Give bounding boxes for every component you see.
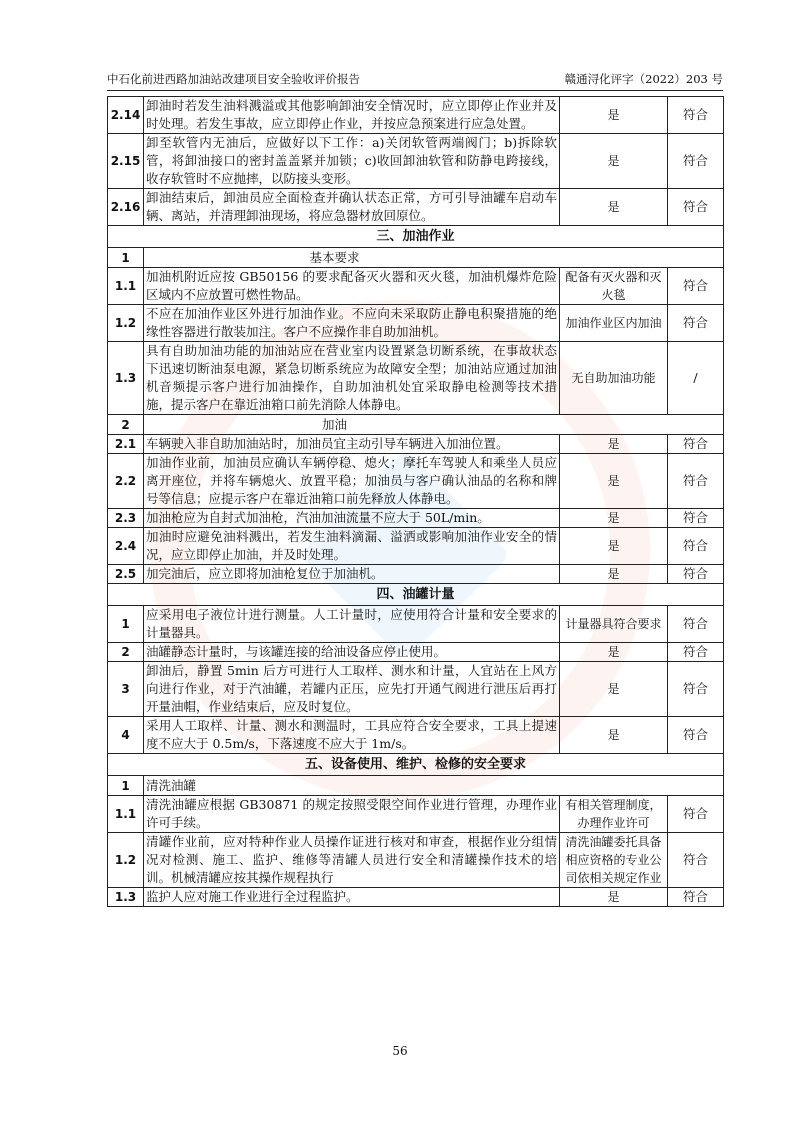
conclusion: 符合 (668, 97, 724, 134)
requirement-text: 加油时应避免油料溅出，若发生油料滴漏、溢洒或影响加油作业安全的情况，应立即停止加油，并及时处理。 (144, 528, 560, 565)
table-row (108, 888, 724, 907)
conclusion: 符合 (668, 189, 724, 226)
section-title: 三、加油作业 (108, 226, 724, 248)
conclusion: 符合 (668, 528, 724, 565)
table-row (108, 97, 724, 134)
subsection-title: 加油 (144, 415, 724, 435)
check-result: 是 (560, 528, 668, 565)
table-row (108, 342, 724, 415)
page-header (107, 70, 723, 88)
table-row (108, 134, 724, 189)
conclusion: 符合 (668, 662, 724, 717)
check-result: 是 (560, 662, 668, 717)
section-title: 五、设备使用、维护、检修的安全要求 (108, 754, 724, 776)
conclusion: 符合 (668, 565, 724, 584)
item-number: 2.14 (108, 97, 144, 134)
conclusion: 符合 (668, 509, 724, 528)
table-row (108, 189, 724, 226)
subsection-row (108, 415, 724, 435)
item-number: 1 (108, 248, 144, 268)
conclusion: 符合 (668, 435, 724, 454)
item-number: 1.2 (108, 833, 144, 888)
check-result: 无自助加油功能 (560, 342, 668, 415)
conclusion: 符合 (668, 717, 724, 754)
report-number: 赣通浔化评字（2022）203 号 (564, 72, 723, 86)
conclusion: 符合 (668, 833, 724, 888)
item-number: 1.2 (108, 305, 144, 342)
requirement-text: 不应在加油作业区外进行加油作业。不应向未采取防止静电积聚措施的绝缘性容器进行散装加注。客户不应操作非自助加油机。 (144, 305, 560, 342)
requirement-text: 具有自助加油功能的加油站应在营业室内设置紧急切断系统，在事故状态下迅速切断油泵电源，紧急切断系统应为故障安全型；加油站应通过加油机音频提示客户进行加油操作，自助加油机处宜采取静电检测等技术措施，提示客户在靠近油箱口前先消除人体静电。 (144, 342, 560, 415)
checklist-body (108, 97, 724, 907)
table-row (108, 833, 724, 888)
conclusion: 符合 (668, 454, 724, 509)
item-number: 1.3 (108, 342, 144, 415)
table-row (108, 509, 724, 528)
table-row (108, 796, 724, 833)
check-result: 是 (560, 134, 668, 189)
conclusion: 符合 (668, 268, 724, 305)
requirement-text: 清洗油罐应根据 GB30871 的规定按照受限空间作业进行管理，办理作业许可手续。 (144, 796, 560, 833)
subsection-row (108, 248, 724, 268)
requirement-text: 卸油结束后，卸油员应全面检查并确认状态正常，方可引导油罐车启动车辆、离站，并清理卸油现场，将应急器材放回原位。 (144, 189, 560, 226)
check-result: 是 (560, 643, 668, 662)
requirement-text: 卸油时若发生油料溅溢或其他影响卸油安全情况时，应立即停止作业并及时处理。若发生事故，应立即停止作业，并按应急预案进行应急处置。 (144, 97, 560, 134)
requirement-text: 应采用电子液位计进行测量。人工计量时，应使用符合计量和安全要求的计量器具。 (144, 606, 560, 643)
item-number: 1 (108, 606, 144, 643)
requirement-text: 监护人应对施工作业进行全过程监护。 (144, 888, 560, 907)
table-row (108, 643, 724, 662)
subsection-title: 基本要求 (144, 248, 724, 268)
check-result: 计量器具符合要求 (560, 606, 668, 643)
check-result: 是 (560, 454, 668, 509)
item-number: 1 (108, 776, 144, 796)
report-title: 中石化前进西路加油站改建项目安全验收评价报告 (107, 72, 360, 86)
requirement-text: 清罐作业前，应对特种作业人员操作证进行核对和审查，根据作业分组情况对检测、施工、监护、维修等清罐人员进行安全和清罐操作技术的培训。机械清罐应按其操作规程执行 (144, 833, 560, 888)
table-row (108, 565, 724, 584)
requirement-text: 油罐静态计量时，与该罐连接的给油设备应停止使用。 (144, 643, 560, 662)
table-row (108, 268, 724, 305)
subsection-title: 清洗油罐 (144, 776, 724, 796)
requirement-text: 卸至软管内无油后，应做好以下工作：a)关闭软管两端阀门；b)拆除软管，将卸油接口的密封盖盖紧并加锁；c)收回卸油软管和防静电跨接线，收存软管时不应抛摔，以防接头变形。 (144, 134, 560, 189)
check-result: 是 (560, 509, 668, 528)
conclusion: 符合 (668, 643, 724, 662)
check-result: 是 (560, 888, 668, 907)
item-number: 4 (108, 717, 144, 754)
page-number: 56 (392, 1044, 408, 1058)
conclusion: 符合 (668, 606, 724, 643)
check-result: 清洗油罐委托具备相应资格的专业公司依相关规定作业 (560, 833, 668, 888)
requirement-text: 加油作业前，加油员应确认车辆停稳、熄火；摩托车驾驶人和乘坐人员应离开座位，并将车辆熄火、放置平稳；加油员与客户确认油品的名称和牌号等信息；应提示客户在靠近油箱口前先释放人体静电。 (144, 454, 560, 509)
conclusion: 符合 (668, 134, 724, 189)
subsection-row (108, 776, 724, 796)
requirement-text: 卸油后，静置 5min 后方可进行人工取样、测水和计量，人宜站在上风方向进行作业，对于汽油罐，若罐内正压，应先打开通气阀进行泄压后再打开量油帽，作业结束后，应及时复位。 (144, 662, 560, 717)
check-result: 是 (560, 717, 668, 754)
item-number: 2 (108, 643, 144, 662)
requirement-text: 车辆驶入非自助加油站时，加油员宜主动引导车辆进入加油位置。 (144, 435, 560, 454)
check-result: 有相关管理制度，办理作业许可 (560, 796, 668, 833)
check-result: 加油作业区内加油 (560, 305, 668, 342)
section-title: 四、油罐计量 (108, 584, 724, 606)
item-number: 1.3 (108, 888, 144, 907)
checklist-table (107, 96, 724, 907)
requirement-text: 加油机附近应按 GB50156 的要求配备灭火器和灭火毯，加油机爆炸危险区域内不应放置可燃性物品。 (144, 268, 560, 305)
table-row (108, 454, 724, 509)
item-number: 3 (108, 662, 144, 717)
item-number: 2.4 (108, 528, 144, 565)
header-divider (107, 90, 723, 91)
item-number: 1.1 (108, 268, 144, 305)
item-number: 1.1 (108, 796, 144, 833)
table-row (108, 435, 724, 454)
item-number: 2.2 (108, 454, 144, 509)
requirement-text: 采用人工取样、计量、测水和测温时，工具应符合安全要求，工具上提速度不应大于 0.5m/s，下落速度不应大于 1m/s。 (144, 717, 560, 754)
conclusion: 符合 (668, 796, 724, 833)
check-result: 配备有灭火器和灭火毯 (560, 268, 668, 305)
item-number: 2.5 (108, 565, 144, 584)
item-number: 2.3 (108, 509, 144, 528)
requirement-text: 加完油后，应立即将加油枪复位于加油机。 (144, 565, 560, 584)
table-row (108, 528, 724, 565)
section-row (108, 226, 724, 248)
requirement-text: 加油枪应为自封式加油枪，汽油加油流量不应大于 50L/min。 (144, 509, 560, 528)
table-row (108, 662, 724, 717)
check-result: 是 (560, 435, 668, 454)
check-result: 是 (560, 97, 668, 134)
table-row (108, 305, 724, 342)
section-row (108, 754, 724, 776)
item-number: 2.15 (108, 134, 144, 189)
item-number: 2.16 (108, 189, 144, 226)
conclusion: 符合 (668, 305, 724, 342)
table-row (108, 717, 724, 754)
conclusion: / (668, 342, 724, 415)
item-number: 2 (108, 415, 144, 435)
conclusion: 符合 (668, 888, 724, 907)
table-row (108, 606, 724, 643)
check-result: 是 (560, 189, 668, 226)
check-result: 是 (560, 565, 668, 584)
item-number: 2.1 (108, 435, 144, 454)
section-row (108, 584, 724, 606)
